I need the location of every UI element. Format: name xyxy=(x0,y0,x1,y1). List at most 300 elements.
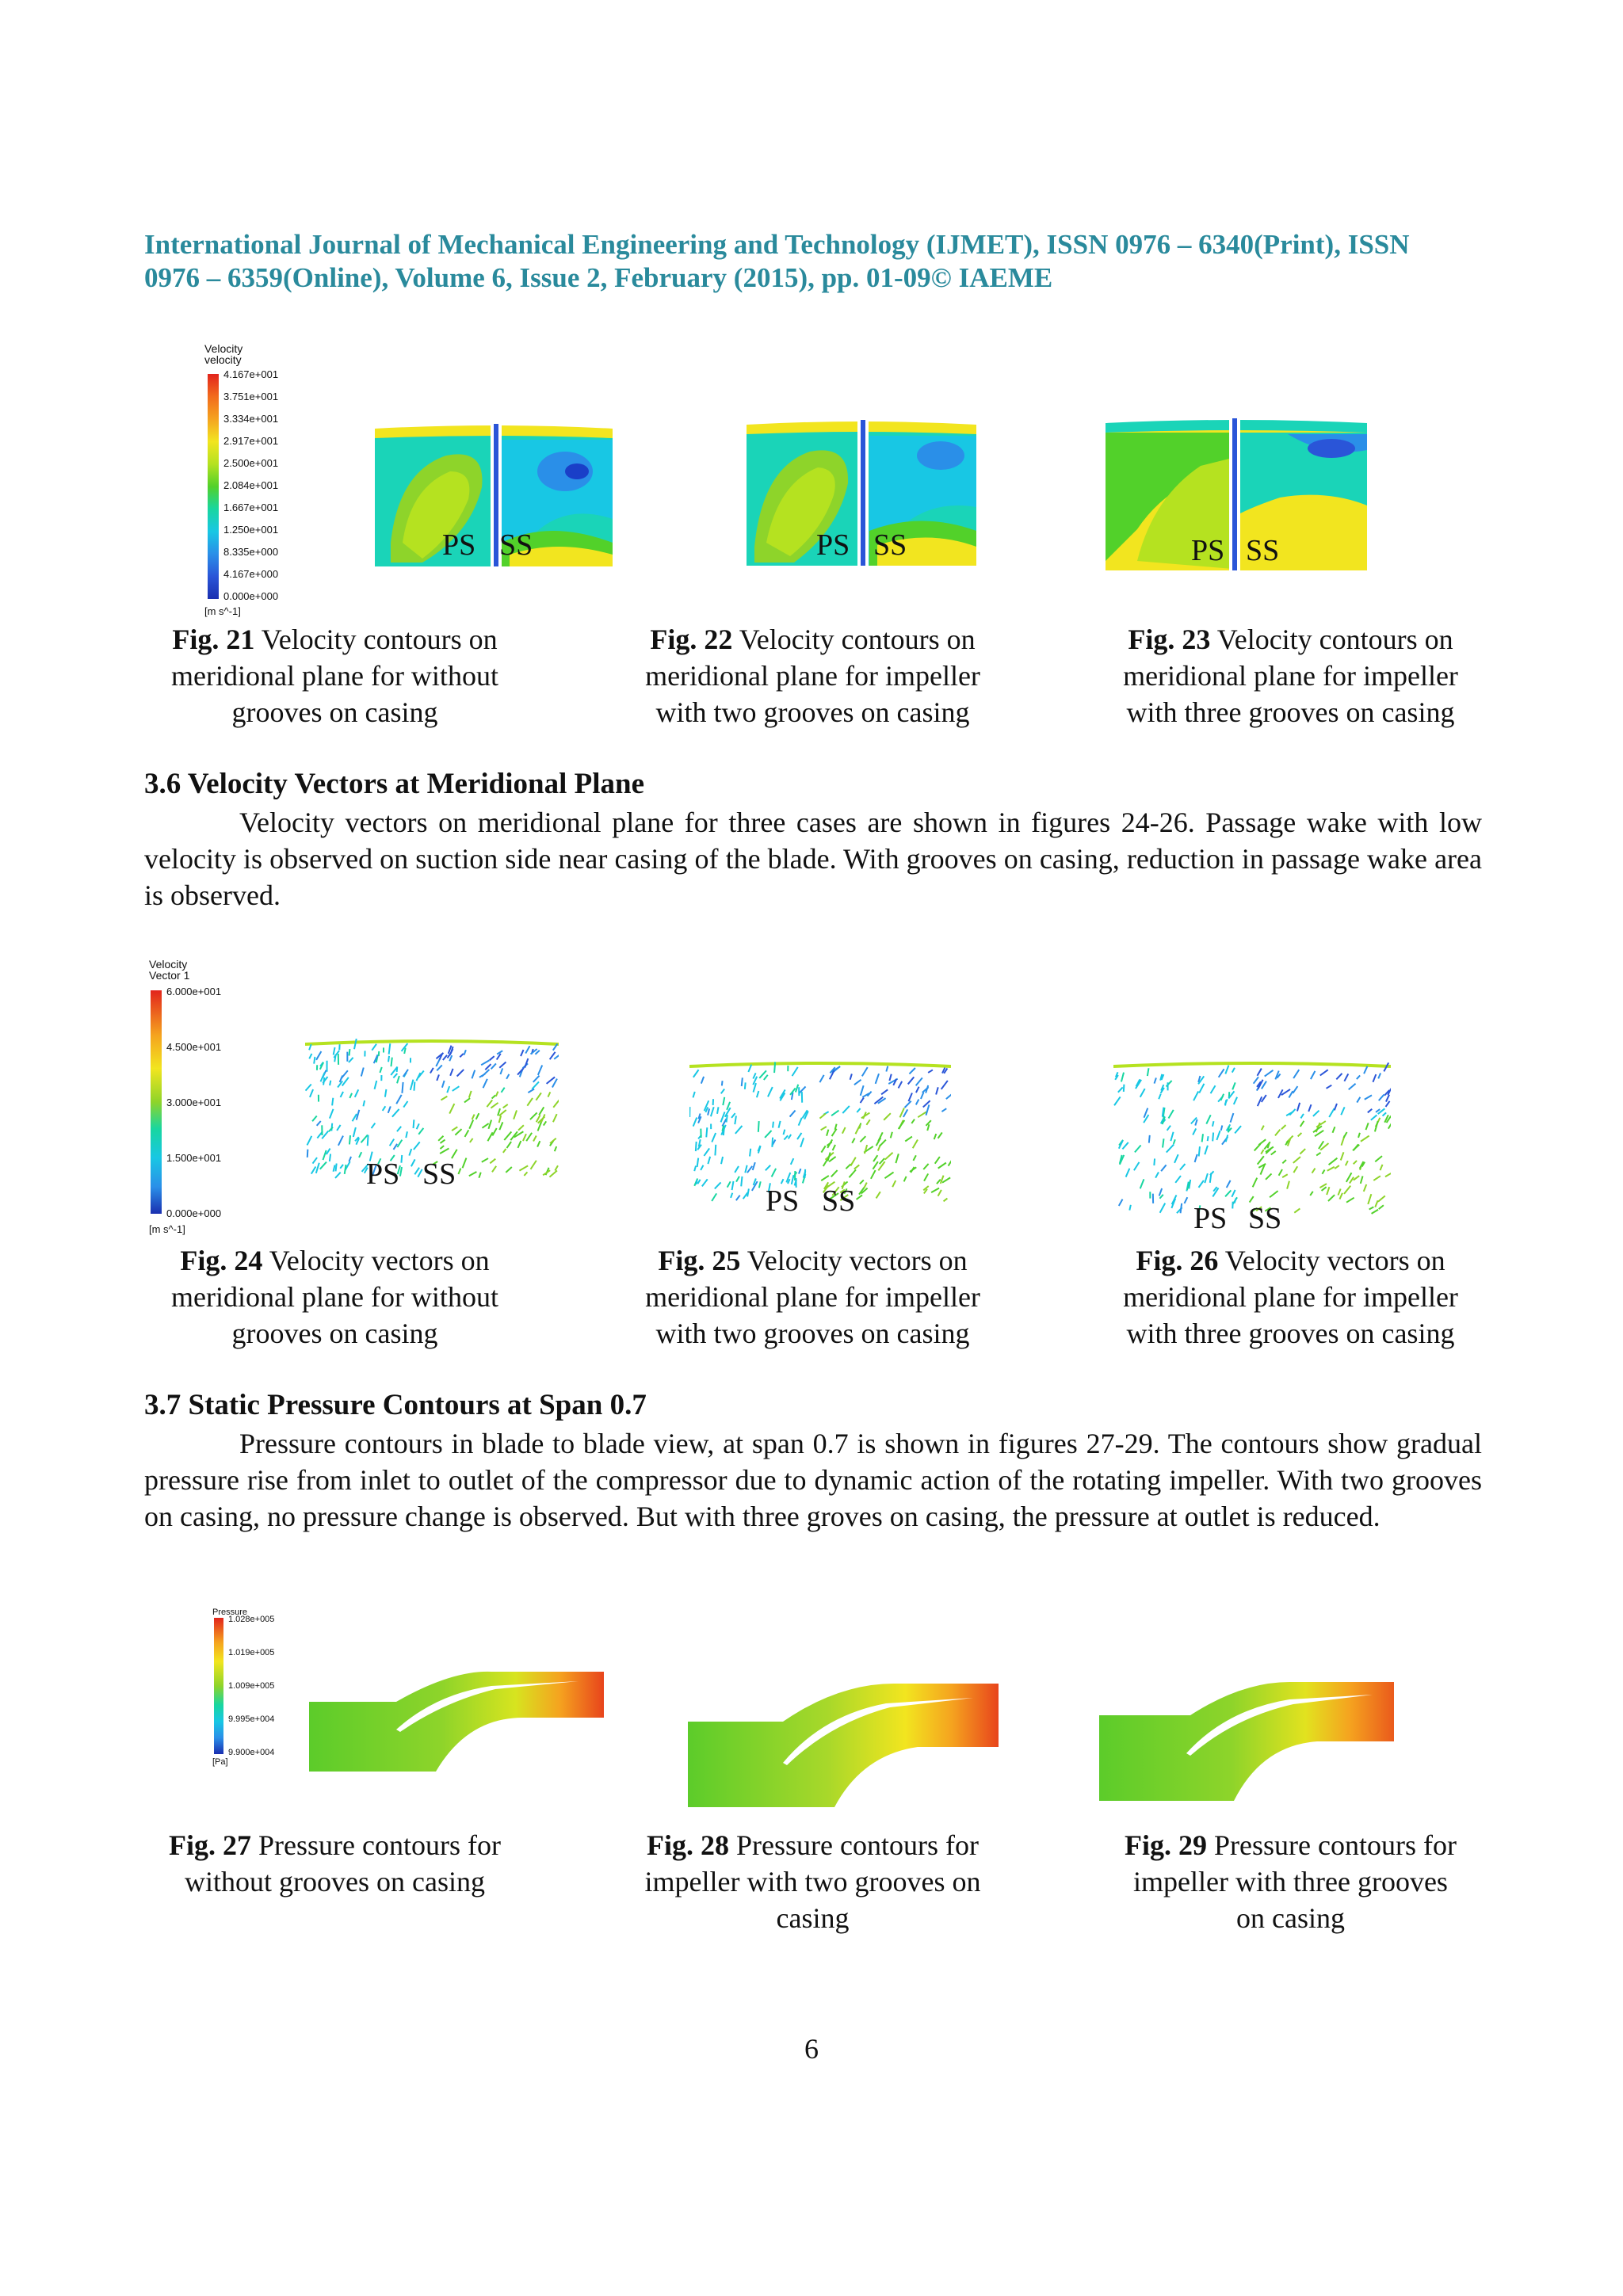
vector-arrow xyxy=(548,1092,550,1097)
vector-arrow xyxy=(1358,1133,1360,1138)
vector-arrow xyxy=(876,1074,879,1084)
vector-arrow xyxy=(1212,1132,1213,1141)
vector-arrow xyxy=(1225,1099,1228,1104)
pressure-contour-fig28 xyxy=(688,1684,999,1807)
vector-arrow xyxy=(908,1093,911,1101)
vector-arrow xyxy=(389,1043,391,1055)
vector-arrow xyxy=(1155,1077,1156,1083)
vector-arrow xyxy=(397,1140,402,1147)
vector-arrow xyxy=(1257,1069,1261,1076)
vector-arrow xyxy=(865,1145,867,1154)
vector-arrow xyxy=(1346,1198,1354,1203)
vector-arrow xyxy=(855,1124,860,1134)
vector-arrow xyxy=(1354,1144,1358,1150)
vector-arrow xyxy=(465,1130,469,1137)
vector-arrow xyxy=(349,1157,351,1161)
vector-arrow xyxy=(485,1064,491,1070)
legend-unit: [Pa] xyxy=(212,1757,228,1767)
vector-arrow xyxy=(490,1159,495,1164)
vector-arrow xyxy=(1361,1176,1363,1183)
vector-arrow xyxy=(406,1131,407,1138)
vector-arrow xyxy=(1300,1121,1304,1127)
vector-arrow xyxy=(715,1182,721,1188)
vector-arrow xyxy=(1322,1169,1324,1173)
vector-arrow xyxy=(1119,1199,1123,1206)
vector-arrow xyxy=(866,1119,869,1124)
vector-arrow xyxy=(1329,1108,1334,1117)
vector-arrow xyxy=(539,1107,544,1115)
vector-arrow xyxy=(414,1142,420,1150)
vector-arrow xyxy=(704,1148,709,1155)
journal-header-line1: International Journal of Mechanical Engineering and Technology (IJMET), ISSN 0976 – 6340(Print), ISSN xyxy=(144,229,1410,260)
vector-arrow xyxy=(1375,1156,1382,1161)
vector-arrow xyxy=(1118,1087,1123,1092)
legend-label: 9.995e+004 xyxy=(228,1714,275,1724)
vector-arrow xyxy=(499,1116,502,1123)
vector-arrow xyxy=(946,1093,951,1099)
vector-arrow xyxy=(876,1192,880,1198)
vector-arrow xyxy=(1160,1203,1166,1213)
vector-arrow xyxy=(784,1130,785,1135)
legend-label: 4.500e+001 xyxy=(166,1041,222,1053)
vector-arrow xyxy=(397,1076,399,1083)
vector-arrow xyxy=(721,1157,723,1164)
vector-arrow xyxy=(375,1081,377,1089)
vector-arrow xyxy=(1232,1068,1235,1073)
section-paragraph xyxy=(144,804,1482,913)
vector-arrow xyxy=(309,1054,311,1058)
legend-label: 2.084e+001 xyxy=(223,479,279,491)
vector-arrow xyxy=(1221,1126,1222,1131)
vector-arrow xyxy=(938,1163,946,1169)
vector-arrow xyxy=(1298,1133,1302,1136)
vector-arrow xyxy=(800,1138,804,1147)
vector-arrow xyxy=(1225,1190,1231,1196)
vector-arrow xyxy=(850,1074,852,1079)
vector-arrow xyxy=(1175,1176,1181,1183)
vector-arrow xyxy=(1198,1180,1203,1188)
vector-arrow xyxy=(503,1104,508,1108)
vector-arrow xyxy=(330,1109,334,1119)
vector-arrow xyxy=(796,1085,798,1093)
vector-arrow xyxy=(849,1169,856,1177)
vector-arrow xyxy=(711,1107,714,1116)
vector-arrow xyxy=(909,1068,915,1074)
vector-arrow xyxy=(931,1188,939,1193)
vector-arrow xyxy=(1195,1119,1197,1126)
vector-arrow xyxy=(1235,1198,1236,1203)
vector-arrow xyxy=(693,1070,699,1077)
vector-arrow xyxy=(409,1149,411,1155)
vector-arrow xyxy=(861,1085,864,1096)
vector-arrow xyxy=(1205,1173,1208,1183)
vector-arrow xyxy=(460,1054,464,1057)
vector-arrow xyxy=(1329,1158,1338,1165)
vector-arrow xyxy=(1129,1205,1130,1211)
vector-arrow xyxy=(1185,1197,1188,1203)
vector-arrow xyxy=(535,1051,539,1055)
caption-line: with three grooves on casing xyxy=(1126,696,1455,728)
figure-caption-23 xyxy=(1075,621,1507,730)
vector-arrow xyxy=(927,1124,929,1131)
vector-arrow xyxy=(1333,1127,1335,1132)
vector-arrow xyxy=(393,1074,397,1078)
vector-arrow xyxy=(1124,1085,1125,1092)
vector-arrow xyxy=(779,1121,781,1128)
vector-arrow xyxy=(528,1089,534,1093)
vector-arrow xyxy=(310,1089,313,1097)
vector-arrow xyxy=(916,1100,919,1105)
vector-arrow xyxy=(1193,1091,1198,1100)
vector-arrow xyxy=(862,1067,868,1076)
vector-arrow xyxy=(1369,1207,1374,1209)
figure-caption-25 xyxy=(597,1242,1029,1352)
figure-caption-21 xyxy=(119,621,551,730)
vector-arrow xyxy=(314,1057,315,1064)
vector-arrow xyxy=(353,1114,357,1121)
vector-arrow xyxy=(531,1161,537,1169)
vector-arrow xyxy=(792,1067,798,1076)
vector-arrow xyxy=(1354,1161,1357,1164)
vector-arrow xyxy=(492,1128,496,1135)
journal-header-line2: 0976 – 6359(Online), Volume 6, Issue 2, February (2015), pp. 01-09© IAEME xyxy=(144,262,1053,293)
vector-arrow xyxy=(341,1092,344,1097)
vector-arrow xyxy=(1368,1194,1371,1204)
figure-number: Fig. 25 xyxy=(658,1245,741,1276)
vector-arrow xyxy=(696,1142,697,1151)
vector-arrow xyxy=(521,1050,523,1056)
caption-line: grooves on casing xyxy=(231,1318,438,1349)
vector-arrow xyxy=(555,1165,558,1170)
legend-label: 1.009e+005 xyxy=(228,1681,275,1691)
vector-arrow xyxy=(499,1062,506,1068)
vector-arrow xyxy=(1373,1074,1376,1082)
vector-arrow xyxy=(702,1179,708,1186)
legend-label: 2.917e+001 xyxy=(223,435,279,447)
vector-arrow xyxy=(388,1106,391,1112)
vector-arrow xyxy=(735,1166,739,1173)
vector-arrow xyxy=(1140,1179,1144,1188)
vector-arrow xyxy=(1365,1123,1368,1130)
vector-arrow xyxy=(472,1115,475,1119)
vector-arrow xyxy=(402,1082,403,1093)
vector-arrow xyxy=(1379,1205,1384,1209)
vector-arrow xyxy=(1327,1187,1329,1195)
vector-arrow xyxy=(938,1132,942,1138)
vector-arrow xyxy=(1258,1156,1264,1164)
vector-arrow xyxy=(766,1165,770,1171)
vector-arrow xyxy=(349,1135,350,1144)
caption-line: without grooves on casing xyxy=(185,1866,485,1897)
vector-arrow xyxy=(1227,1180,1231,1188)
caption-line: Velocity vectors on xyxy=(269,1245,490,1276)
ss-label: SS xyxy=(422,1158,456,1191)
caption-line: with three grooves on casing xyxy=(1126,1318,1455,1349)
vector-arrow xyxy=(342,1077,349,1086)
vector-arrow xyxy=(363,1100,365,1106)
vector-arrow xyxy=(430,1068,433,1074)
vector-arrow xyxy=(1279,1169,1282,1176)
vector-arrow xyxy=(721,1089,724,1093)
vector-arrow xyxy=(307,1150,308,1158)
vector-arrow xyxy=(538,1123,541,1131)
vector-arrow xyxy=(938,1190,941,1196)
vector-arrow xyxy=(491,1063,496,1069)
vector-arrow xyxy=(1364,1184,1366,1192)
vector-arrow xyxy=(492,1166,496,1173)
velocity-legend xyxy=(204,343,242,365)
vector-arrow xyxy=(414,1168,419,1175)
vector-arrow xyxy=(450,1069,453,1076)
pressure-contour-fig29 xyxy=(1099,1682,1394,1801)
vector-arrow xyxy=(745,1165,747,1173)
vector-arrow xyxy=(949,1160,951,1166)
vector-arrow xyxy=(368,1135,369,1146)
vector-arrow xyxy=(403,1070,408,1077)
vector-arrow xyxy=(701,1077,704,1084)
vector-arrow xyxy=(388,1056,389,1062)
vector-arrow xyxy=(722,1081,723,1085)
vector-arrow xyxy=(799,1169,800,1173)
vector-arrow xyxy=(1206,1115,1210,1123)
vector-arrow xyxy=(1122,1142,1128,1149)
vector-arrow xyxy=(1368,1109,1372,1113)
vector-arrow xyxy=(440,1146,444,1149)
vector-arrow xyxy=(380,1067,381,1073)
legend-label: 8.335e+000 xyxy=(223,546,279,558)
vector-arrow xyxy=(487,1132,492,1141)
vector-arrow xyxy=(447,1086,449,1093)
vector-arrow xyxy=(359,1152,361,1158)
vector-arrow xyxy=(487,1100,492,1107)
vector-arrow xyxy=(525,1058,528,1068)
caption-line: Velocity contours on xyxy=(739,624,976,655)
figure-number: Fig. 22 xyxy=(650,624,733,655)
vector-arrow xyxy=(1376,1109,1380,1112)
vector-arrow xyxy=(400,1167,402,1177)
vector-arrow xyxy=(397,1127,401,1131)
vector-arrow xyxy=(899,1081,903,1089)
vector-arrow xyxy=(355,1089,358,1097)
vector-arrow xyxy=(850,1158,856,1166)
vector-arrow xyxy=(873,1155,877,1161)
vector-arrow xyxy=(1322,1187,1327,1191)
vector-arrow xyxy=(1386,1095,1389,1102)
vector-arrow xyxy=(1373,1176,1381,1180)
vector-arrow xyxy=(1320,1070,1328,1075)
vector-arrow xyxy=(758,1146,761,1151)
vector-arrow xyxy=(936,1087,938,1094)
vector-arrow xyxy=(403,1101,407,1108)
caption-line: meridional plane for impeller xyxy=(645,660,980,692)
vector-arrow xyxy=(842,1106,850,1113)
legend-label: 0.000e+000 xyxy=(166,1207,222,1219)
legend-title-1: Pressure xyxy=(212,1608,248,1617)
vector-arrow xyxy=(514,1110,517,1119)
vector-arrow xyxy=(1159,1188,1162,1196)
vector-arrow xyxy=(904,1177,907,1182)
vector-arrow xyxy=(472,1070,475,1079)
vector-arrow xyxy=(1383,1112,1387,1116)
vector-arrow xyxy=(396,1095,401,1104)
vector-arrow xyxy=(397,1066,398,1071)
vector-arrow xyxy=(312,1158,317,1164)
vector-arrow xyxy=(944,1199,948,1202)
vector-arrow xyxy=(1293,1157,1300,1163)
vector-arrow xyxy=(731,1113,735,1118)
vector-arrow xyxy=(942,1177,950,1182)
vector-arrow xyxy=(804,1169,805,1178)
legend-label: 4.167e+000 xyxy=(223,568,279,580)
legend-label: 6.000e+001 xyxy=(166,986,222,997)
legend-title-2: velocity xyxy=(204,353,242,366)
vector-arrow xyxy=(458,1169,460,1174)
vector-arrow xyxy=(481,1060,489,1065)
legend-label: 1.667e+001 xyxy=(223,502,279,513)
vector-arrow xyxy=(523,1134,526,1141)
vector-arrow xyxy=(401,1155,402,1163)
vector-arrow xyxy=(736,1196,740,1200)
vector-arrow xyxy=(492,1095,496,1098)
vector-arrow xyxy=(735,1116,736,1124)
vector-arrow xyxy=(735,1126,743,1134)
vector-arrow xyxy=(1282,1160,1286,1163)
vector-arrow xyxy=(1135,1145,1141,1152)
casing-line xyxy=(689,1063,951,1066)
vector-arrow xyxy=(361,1135,368,1142)
vector-arrow xyxy=(525,1046,529,1053)
vector-arrow xyxy=(353,1127,356,1137)
vector-arrow xyxy=(1174,1154,1178,1163)
vector-arrow xyxy=(526,1133,532,1141)
vector-arrow xyxy=(821,1146,825,1152)
caption-line: Pressure contours for xyxy=(258,1829,501,1861)
vector-arrow xyxy=(338,1136,343,1146)
caption-line: meridional plane for without xyxy=(171,660,498,692)
ss-label: SS xyxy=(822,1184,856,1218)
vector-arrow xyxy=(1311,1071,1316,1079)
vector-arrow xyxy=(1371,1115,1377,1119)
vector-arrow xyxy=(1208,1136,1209,1141)
vector-arrow xyxy=(1170,1132,1173,1141)
vector-arrow xyxy=(1202,1134,1203,1142)
figure-caption-24 xyxy=(119,1242,551,1352)
vector-arrow xyxy=(732,1181,734,1190)
vector-arrow xyxy=(537,1141,540,1146)
vector-arrow xyxy=(764,1075,768,1080)
vector-arrow xyxy=(341,1070,348,1078)
vector-arrow xyxy=(1211,1085,1216,1093)
vector-arrow xyxy=(854,1165,859,1169)
vector-arrow xyxy=(306,1084,311,1090)
vector-arrow xyxy=(1341,1152,1344,1160)
casing-line xyxy=(305,1041,559,1044)
vector-arrow xyxy=(1140,1089,1145,1097)
vector-arrow xyxy=(723,1097,724,1105)
vector-arrow xyxy=(1225,1066,1228,1074)
vector-arrow xyxy=(354,1039,357,1049)
vector-arrow xyxy=(857,1195,862,1199)
vector-arrow xyxy=(1379,1095,1384,1101)
vector-arrow xyxy=(1262,1126,1264,1131)
caption-line: Velocity vectors on xyxy=(1224,1245,1445,1276)
vector-arrow xyxy=(1232,1082,1235,1089)
casing-line xyxy=(1113,1063,1391,1066)
pressure-contour-fig27 xyxy=(309,1670,604,1772)
vector-arrow xyxy=(345,1165,346,1174)
vector-arrow xyxy=(502,1088,505,1093)
vector-arrow xyxy=(307,1136,311,1146)
vector-arrow xyxy=(1361,1136,1369,1142)
vector-arrow xyxy=(717,1107,718,1113)
velocity-contour-fig21 xyxy=(375,424,613,566)
vector-arrow xyxy=(1193,1128,1196,1135)
vector-arrow xyxy=(708,1108,709,1115)
vector-arrow xyxy=(885,1153,893,1160)
vector-arrow xyxy=(871,1170,876,1179)
vector-arrow xyxy=(1357,1097,1360,1103)
vector-arrow xyxy=(1346,1161,1348,1165)
vector-arrow xyxy=(913,1140,918,1149)
vector-arrow xyxy=(831,1111,838,1116)
caption-line: Velocity contours on xyxy=(1216,624,1453,655)
vector-arrow xyxy=(1199,1084,1204,1093)
page-number: 6 xyxy=(804,2033,819,2065)
ss-label: SS xyxy=(873,528,907,562)
velocity-vectors-fig26 xyxy=(1113,1058,1391,1217)
vector-arrow xyxy=(1344,1186,1350,1194)
vector-arrow xyxy=(555,1146,556,1151)
caption-line: casing xyxy=(776,1902,850,1934)
vector-arrow xyxy=(1195,1154,1197,1162)
vector-arrow xyxy=(821,1176,829,1180)
vector-arrow xyxy=(1341,1107,1344,1115)
vector-arrow xyxy=(311,1166,316,1173)
vector-arrow xyxy=(916,1077,922,1085)
vector-arrow xyxy=(469,1091,472,1098)
legend-label: 1.500e+001 xyxy=(166,1152,222,1164)
vector-arrow xyxy=(349,1093,352,1098)
vector-arrow xyxy=(1199,1146,1200,1156)
vector-arrow xyxy=(908,1077,915,1084)
vector-arrow xyxy=(1155,1173,1159,1178)
vector-arrow xyxy=(553,1099,559,1108)
vector-arrow xyxy=(791,1158,793,1165)
vector-arrow xyxy=(491,1103,498,1108)
vector-arrow xyxy=(327,1149,330,1155)
vector-arrow xyxy=(1262,1095,1266,1102)
vector-arrow xyxy=(372,1123,376,1128)
vector-arrow xyxy=(334,1047,335,1055)
vector-arrow xyxy=(317,1121,321,1126)
vector-arrow xyxy=(905,1101,911,1108)
figure-number: Fig. 21 xyxy=(172,624,255,655)
vector-arrow xyxy=(753,1073,755,1078)
vector-arrow xyxy=(500,1068,502,1074)
vector-arrow xyxy=(831,1170,838,1177)
vector-arrow xyxy=(899,1120,905,1129)
caption-line: with two grooves on casing xyxy=(655,1318,970,1349)
vector-arrow xyxy=(532,1081,539,1089)
vector-arrow xyxy=(1167,1126,1170,1131)
legend-unit: [m s^-1] xyxy=(204,605,241,617)
legend-label: 1.028e+005 xyxy=(228,1615,275,1624)
vector-arrow xyxy=(390,1139,394,1146)
vector-arrow xyxy=(1378,1074,1381,1079)
vector-arrow xyxy=(926,1104,929,1115)
vector-arrow xyxy=(694,1165,696,1171)
vector-arrow xyxy=(488,1120,491,1129)
